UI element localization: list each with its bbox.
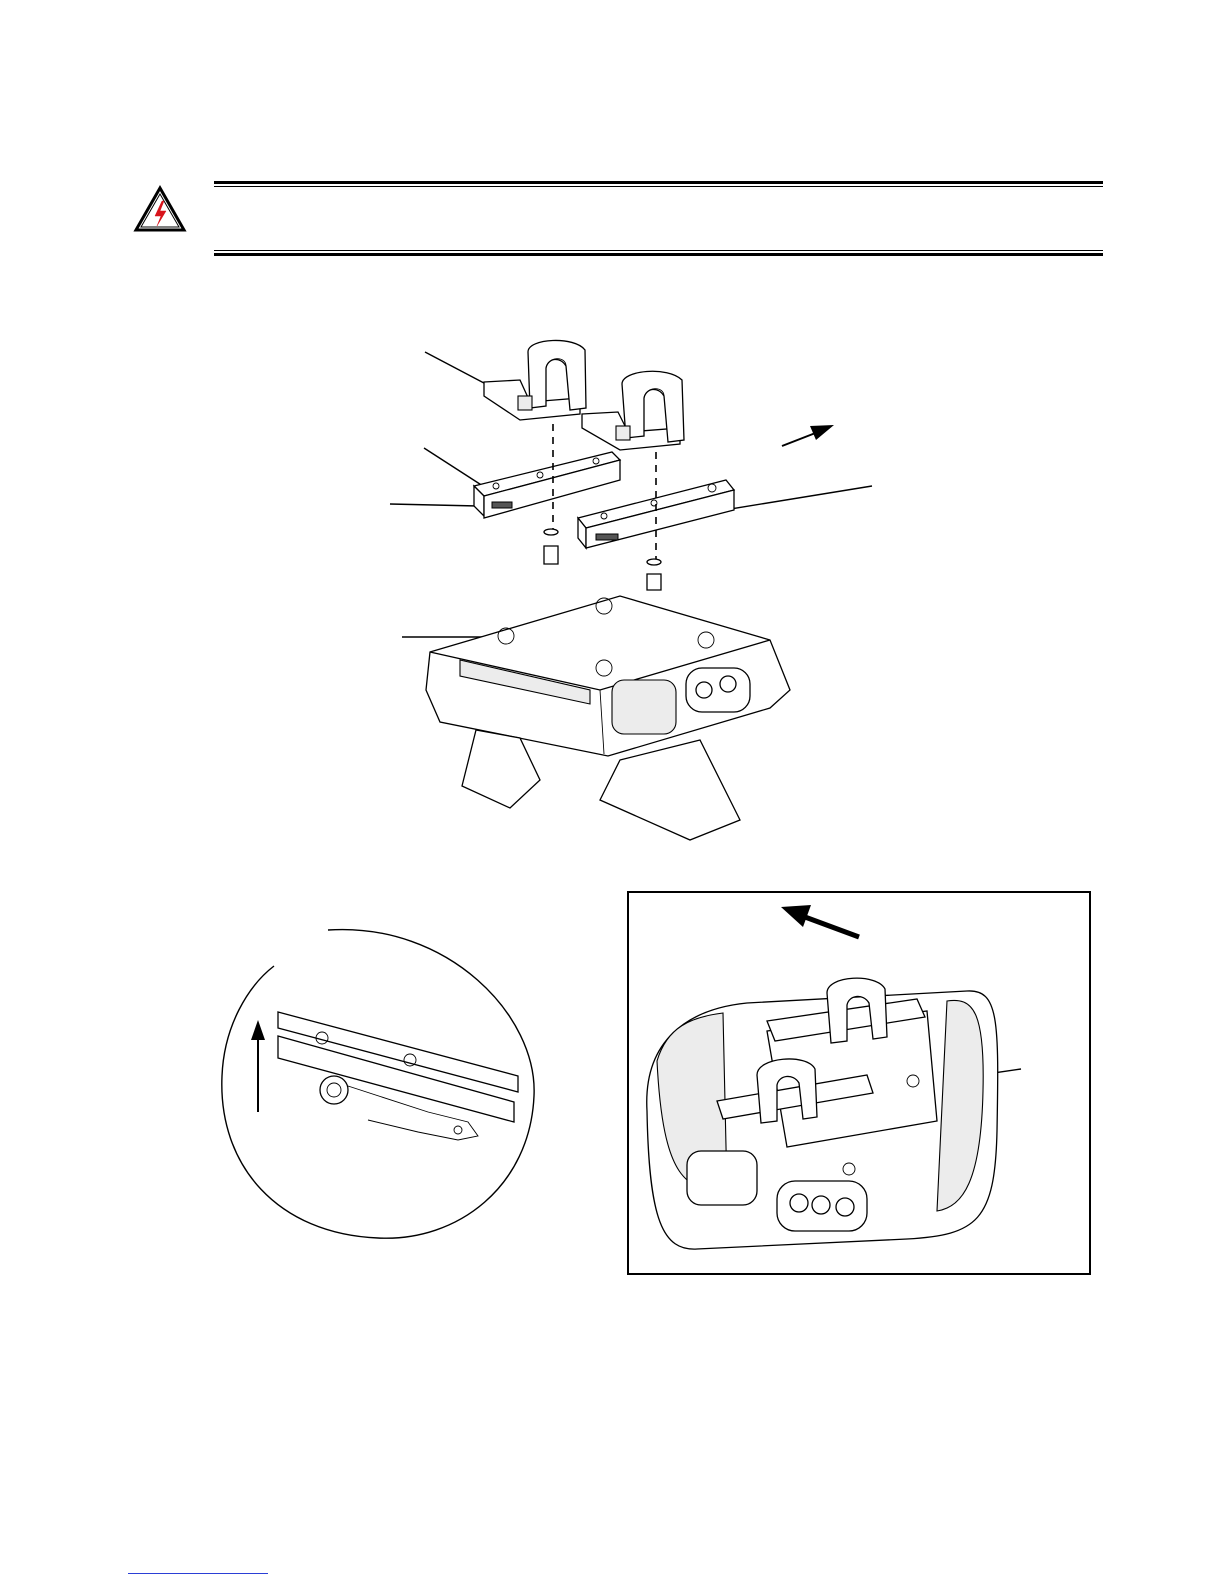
inset-view-assembled bbox=[627, 891, 1087, 1271]
detail-view-latch bbox=[218, 926, 558, 1256]
footer-link[interactable] bbox=[128, 1573, 268, 1574]
front-direction-arrow bbox=[781, 905, 859, 937]
lift-up-arrow bbox=[251, 1020, 265, 1112]
